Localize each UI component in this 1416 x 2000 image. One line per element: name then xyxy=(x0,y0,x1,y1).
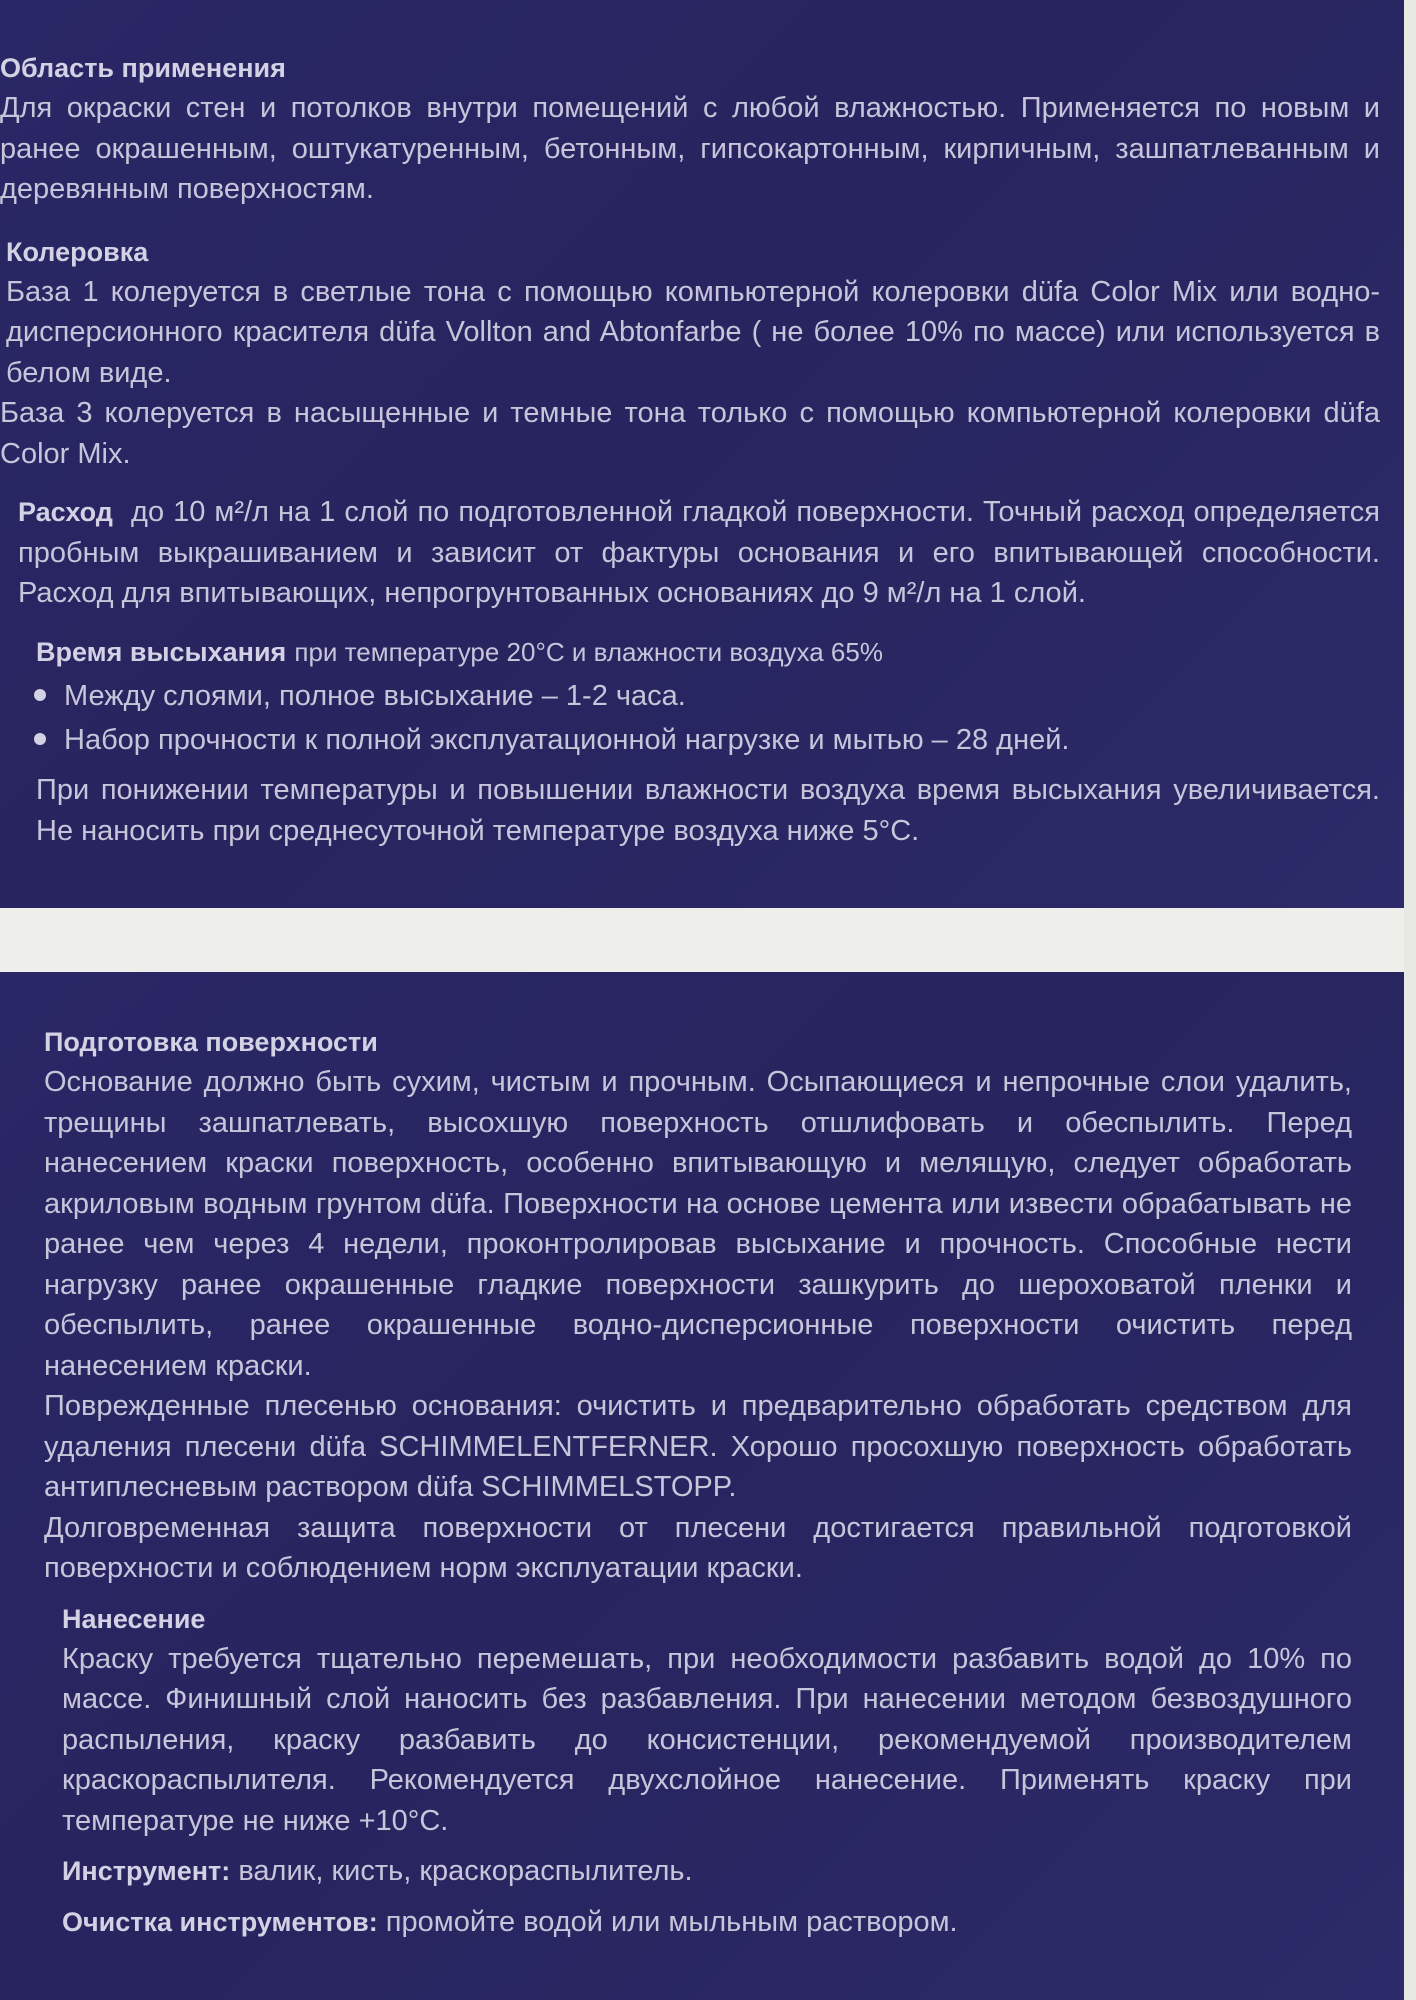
consumption-section xyxy=(0,492,1380,614)
preparation-section xyxy=(44,1022,1352,1589)
drying-list xyxy=(0,674,1380,762)
bullet-icon xyxy=(34,733,46,745)
bullet-icon xyxy=(34,689,46,701)
tinting-base1-text: База 1 колеруется в светлые тона с помощью компьютерной колеровки düfa Color Mix или водно-дисперсионного красителя düfa Vollton and Abtonfarbe ( не более 10% по массе) или используется в белом виде. xyxy=(6,275,1380,389)
tinting-base3-text: База 3 колеруется в насыщенные и темные тона только с помощью компьютерной колеровки düfa Color Mix. xyxy=(0,397,1380,470)
drying-section xyxy=(0,632,1380,852)
mold-protection-text: Долговременная защита поверхности от плесени достигается правильной подготовкой поверхности и соблюдением норм эксплуатации краски. xyxy=(44,1511,1352,1584)
drying-condition: при температуре 20°С и влажности воздуха 65% xyxy=(294,636,883,667)
scope-heading: Область применения xyxy=(0,53,286,83)
preparation-text: Основание должно быть сухим, чистым и прочным. Осыпающиеся и непрочные слои удалить, трещины зашпатлевать, высохшую поверхность отшлифовать и обеспылить. Перед нанесением краски поверхность, особенно впитывающую и мелящую, следует обработать акриловым водным грунтом düfa. Поверхности на основе цемента или извести обрабатывать не ранее чем через 4 недели, проконтролировав высыхание и прочность. Способные нести нагрузку ранее окрашенные гладкие поверхности зашкурить до шероховатой пленки и обеспылить, ранее окрашенные водно-дисперсионные поверхности очистить перед нанесением краски. xyxy=(44,1066,1352,1382)
drying-heading-line xyxy=(0,632,1380,673)
drying-label: Время высыхания xyxy=(36,636,287,667)
application-section xyxy=(44,1599,1352,1842)
tinting-section xyxy=(0,232,1380,475)
bottom-info-panel xyxy=(0,972,1416,2000)
drying-item-text: Набор прочности к полной эксплуатационной нагрузке и мытью – 28 дней. xyxy=(64,724,1070,756)
top-info-panel xyxy=(0,0,1416,908)
cleaning-line xyxy=(44,1902,1352,1943)
scope-section xyxy=(0,48,1380,210)
preparation-heading: Подготовка поверхности xyxy=(44,1027,378,1057)
consumption-text: до 10 м²/л на 1 слой по подготовленной гладкой поверхности. Точный расход определяется пробным выкрашиванием и зависит от фактуры основания и его впитывающей способности. Расход для впитывающих, непрогрунтованных основаниях до 9 м²/л на 1 слой. xyxy=(18,496,1380,609)
label-edge xyxy=(1404,0,1416,2000)
tinting-heading: Колеровка xyxy=(6,236,149,267)
drying-list-item xyxy=(0,718,1380,762)
cleaning-label: Очистка инструментов: xyxy=(62,1906,378,1937)
tool-label: Инструмент: xyxy=(62,1856,231,1886)
application-text: Краску требуется тщательно перемешать, при необходимости разбавить водой до 10% по массе. Финишный слой наносить без разбавления. При нанесении методом безвоздушного распыления, краску разбавить до консистенции, рекомендуемой производителем краскораспылителя. Рекомендуется двухслойное нанесение. Применять краску при температуре не ниже +10°С. xyxy=(62,1642,1352,1837)
tool-line xyxy=(44,1851,1352,1892)
mold-treatment-text: Поврежденные плесенью основания: очистить и предварительно обработать средством для удаления плесени düfa SCHIMMELENTFERNER. Хорошо просохшую поверхность обработать антиплесневым раствором düfa SCHIMMELSTOPP. xyxy=(44,1390,1352,1503)
consumption-label: Расход xyxy=(18,497,113,527)
scope-text: Для окраски стен и потолков внутри помещений с любой влажностью. Применяется по новым и ранее окрашенным, оштукатуренным, бетонным, гипсокартонным, кирпичным, зашпатлеванным и деревянным поверхностям. xyxy=(0,92,1380,205)
drying-list-item xyxy=(0,674,1380,718)
drying-note: При понижении температуры и повышении влажности воздуха время высыхания увеличивается. Не наносить при среднесуточной температуре воздуха ниже 5°С. xyxy=(36,774,1380,847)
tool-text: валик, кисть, краскораспылитель. xyxy=(238,1855,693,1887)
consumption-paragraph xyxy=(0,492,1380,614)
application-heading: Нанесение xyxy=(62,1603,206,1634)
drying-item-text: Между слоями, полное высыхание – 1-2 часа. xyxy=(64,680,686,712)
cleaning-text: промойте водой или мыльным раствором. xyxy=(385,1905,958,1938)
